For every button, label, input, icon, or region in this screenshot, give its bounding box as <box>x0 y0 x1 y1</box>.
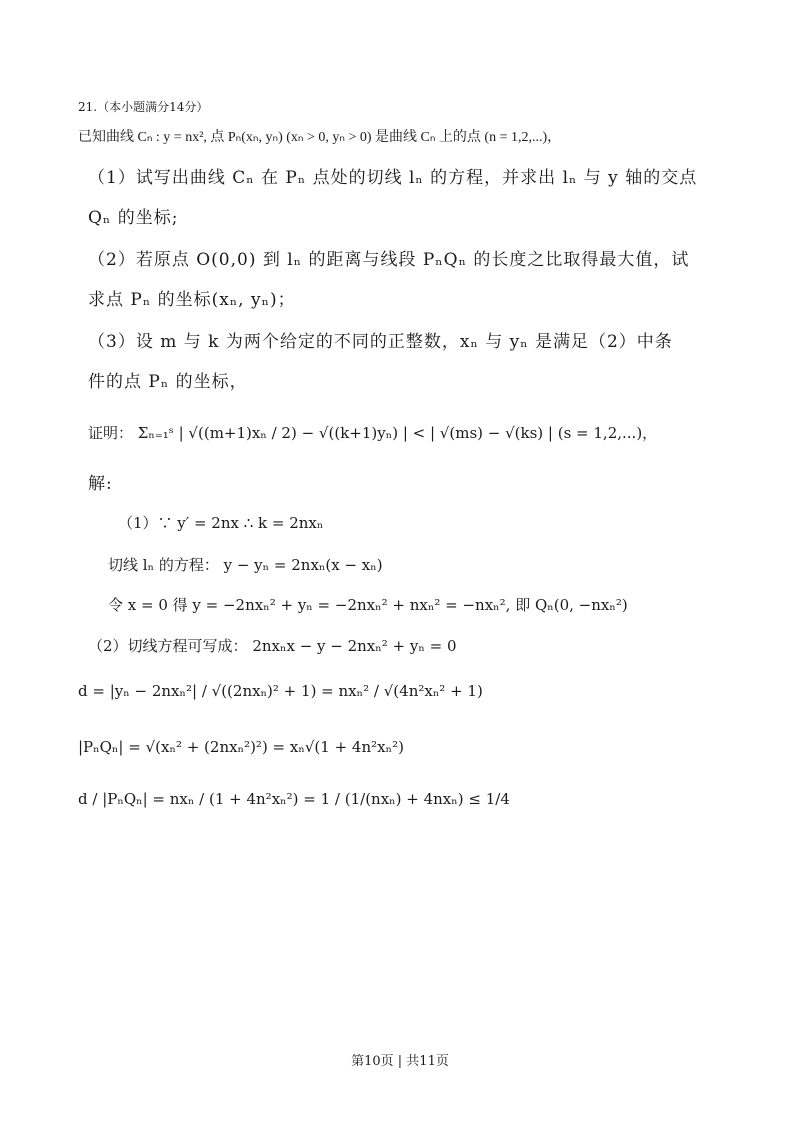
solution-1-line-2: 切线 lₙ 的方程： y − yₙ = 2nxₙ(x − xₙ) <box>108 556 383 574</box>
solution-1-line-3: 令 x = 0 得 y = −2nxₙ² + yₙ = −2nxₙ² + nxₙ² = −nxₙ², 即 Qₙ(0, −nxₙ²) <box>108 596 628 614</box>
proof-statement: 证明： Σₙ₌₁ˢ | √((m+1)xₙ / 2) − √((k+1)yₙ) | < | √(ms) − √(ks) | (s = 1,2,...)， <box>88 424 658 442</box>
solution-2-segment-length: |PₙQₙ| = √(xₙ² + (2nxₙ²)²) = xₙ√(1 + 4n²xₙ²) <box>78 738 404 756</box>
question-3-line-2: 件的点 Pₙ 的坐标， <box>88 372 248 392</box>
solution-2-ratio: d / |PₙQₙ| = nxₙ / (1 + 4n²xₙ²) = 1 / (1/(nxₙ) + 4nxₙ) ≤ 1/4 <box>78 790 510 808</box>
solution-2-line-1: （2）切线方程可写成： 2nxₙx − y − 2nxₙ² + yₙ = 0 <box>88 637 457 655</box>
problem-header: 21.（本小题满分14分） <box>78 100 209 114</box>
solution-2-distance: d = |yₙ − 2nxₙ²| / √((2nxₙ)² + 1) = nxₙ² / √(4n²xₙ² + 1) <box>78 682 483 700</box>
question-1-line-2: Qₙ 的坐标; <box>88 208 179 228</box>
question-2-line-2: 求点 Pₙ 的坐标(xₙ, yₙ)； <box>88 290 296 310</box>
solution-1-line-1: （1）∵ y′ = 2nx ∴ k = 2nxₙ <box>118 514 324 532</box>
question-3-line-1: （3）设 m 与 k 为两个给定的不同的正整数，xₙ 与 yₙ 是满足（2）中条 <box>88 332 673 352</box>
question-2-line-1: （2）若原点 O(0,0) 到 lₙ 的距离与线段 PₙQₙ 的长度之比取得最大值，试 <box>88 250 690 270</box>
page-footer: 第10页 | 共11页 <box>351 1054 449 1069</box>
question-1-line-1: （1）试写出曲线 Cₙ 在 Pₙ 点处的切线 lₙ 的方程，并求出 lₙ 与 y 轴的交点 <box>88 168 698 188</box>
solution-label: 解: <box>88 474 113 494</box>
problem-given: 已知曲线 Cₙ : y = nx², 点 Pₙ(xₙ, yₙ) (xₙ > 0, yₙ > 0) 是曲线 Cₙ 上的点 (n = 1,2,...)， <box>78 130 562 145</box>
